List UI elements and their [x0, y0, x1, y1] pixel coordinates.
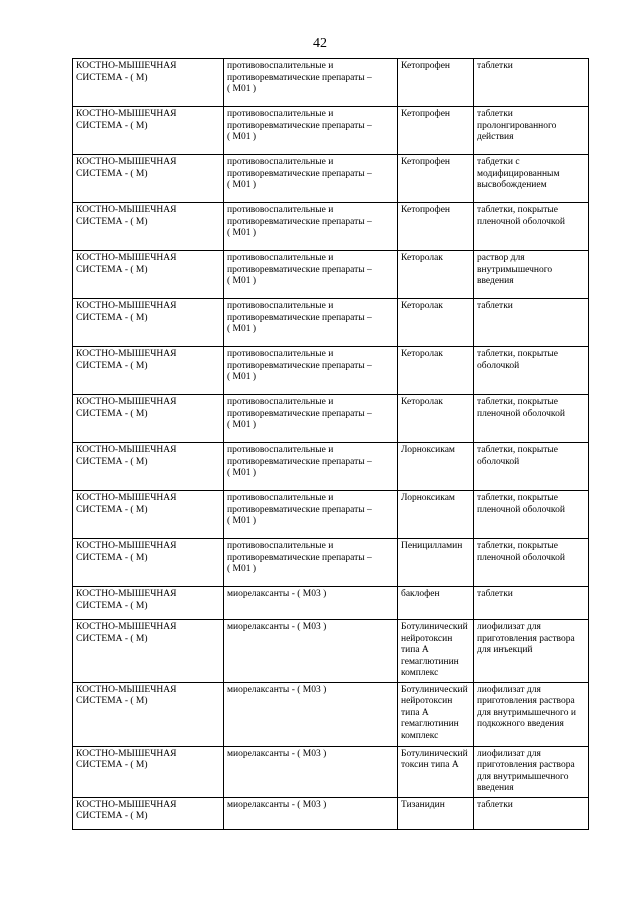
system-cell: КОСТНО-МЫШЕЧНАЯ СИСТЕМА - ( М): [73, 443, 224, 491]
substance-cell: Кеторолак: [398, 299, 474, 347]
form-cell: лиофилизат для приготовления раствора для внутримышечного введения: [474, 746, 589, 797]
table-row: [73, 797, 589, 829]
form-cell: таблетки: [474, 299, 589, 347]
substance-cell: Кетопрофен: [398, 155, 474, 203]
substance-cell: Лорноксикам: [398, 491, 474, 539]
system-cell: КОСТНО-МЫШЕЧНАЯ СИСТЕМА - ( М): [73, 491, 224, 539]
substance-cell: Ботулинический нейротоксин типа А гемаглютинин комплекс: [398, 620, 474, 683]
system-cell: КОСТНО-МЫШЕЧНАЯ СИСТЕМА - ( М): [73, 299, 224, 347]
drug-table-body: [73, 59, 589, 830]
table-row: [73, 539, 589, 587]
substance-cell: Кетопрофен: [398, 107, 474, 155]
form-cell: лиофилизат для приготовления раствора для внутримышечного и подкожного введения: [474, 682, 589, 746]
substance-cell: Тизанидин: [398, 797, 474, 829]
substance-cell: Ботулинический нейротоксин типа А гемаглютинин комплекс: [398, 682, 474, 746]
group-cell: миорелаксанты - ( М03 ): [224, 587, 398, 620]
form-cell: таблетки: [474, 797, 589, 829]
system-cell: КОСТНО-МЫШЕЧНАЯ СИСТЕМА - ( М): [73, 59, 224, 107]
group-cell: противовоспалительные и противоревматические препараты – ( М01 ): [224, 299, 398, 347]
substance-cell: баклофен: [398, 587, 474, 620]
table-row: [73, 251, 589, 299]
system-cell: КОСТНО-МЫШЕЧНАЯ СИСТЕМА - ( М): [73, 347, 224, 395]
substance-cell: Пеницилламин: [398, 539, 474, 587]
form-cell: таблетки, покрытые пленочной оболочкой: [474, 539, 589, 587]
table-row: [73, 107, 589, 155]
form-cell: таблетки пролонгированного действия: [474, 107, 589, 155]
table-row: [73, 59, 589, 107]
table-row: [73, 395, 589, 443]
table-row: [73, 587, 589, 620]
form-cell: таблетки: [474, 587, 589, 620]
table-row: [73, 620, 589, 683]
table-row: [73, 155, 589, 203]
system-cell: КОСТНО-МЫШЕЧНАЯ СИСТЕМА - ( М): [73, 746, 224, 797]
table-row: [73, 443, 589, 491]
group-cell: противовоспалительные и противоревматические препараты – ( М01 ): [224, 539, 398, 587]
table-row: [73, 491, 589, 539]
group-cell: миорелаксанты - ( М03 ): [224, 746, 398, 797]
system-cell: КОСТНО-МЫШЕЧНАЯ СИСТЕМА - ( М): [73, 620, 224, 683]
form-cell: табдетки с модифицированным высвобождением: [474, 155, 589, 203]
group-cell: противовоспалительные и противоревматические препараты – ( М01 ): [224, 107, 398, 155]
substance-cell: Кеторолак: [398, 395, 474, 443]
form-cell: лиофилизат для приготовления раствора для инъекций: [474, 620, 589, 683]
form-cell: таблетки: [474, 59, 589, 107]
system-cell: КОСТНО-МЫШЕЧНАЯ СИСТЕМА - ( М): [73, 539, 224, 587]
system-cell: КОСТНО-МЫШЕЧНАЯ СИСТЕМА - ( М): [73, 155, 224, 203]
group-cell: противовоспалительные и противоревматические препараты – ( М01 ): [224, 203, 398, 251]
page-number: 42: [313, 36, 327, 51]
group-cell: противовоспалительные и противоревматические препараты – ( М01 ): [224, 251, 398, 299]
group-cell: противовоспалительные и противоревматические препараты – ( М01 ): [224, 443, 398, 491]
form-cell: таблетки, покрытые пленочной оболочкой: [474, 203, 589, 251]
drug-table: [72, 58, 589, 830]
table-row: [73, 746, 589, 797]
system-cell: КОСТНО-МЫШЕЧНАЯ СИСТЕМА - ( М): [73, 682, 224, 746]
substance-cell: Кетопрофен: [398, 203, 474, 251]
system-cell: КОСТНО-МЫШЕЧНАЯ СИСТЕМА - ( М): [73, 107, 224, 155]
table-row: [73, 203, 589, 251]
group-cell: миорелаксанты - ( М03 ): [224, 620, 398, 683]
system-cell: КОСТНО-МЫШЕЧНАЯ СИСТЕМА - ( М): [73, 395, 224, 443]
system-cell: КОСТНО-МЫШЕЧНАЯ СИСТЕМА - ( М): [73, 587, 224, 620]
group-cell: противовоспалительные и противоревматические препараты – ( М01 ): [224, 59, 398, 107]
system-cell: КОСТНО-МЫШЕЧНАЯ СИСТЕМА - ( М): [73, 203, 224, 251]
system-cell: КОСТНО-МЫШЕЧНАЯ СИСТЕМА - ( М): [73, 797, 224, 829]
form-cell: таблетки, покрытые пленочной оболочкой: [474, 491, 589, 539]
form-cell: таблетки, покрытые пленочной оболочкой: [474, 395, 589, 443]
form-cell: таблетки, покрытые оболочкой: [474, 443, 589, 491]
group-cell: миорелаксанты - ( М03 ): [224, 682, 398, 746]
substance-cell: Кеторолак: [398, 347, 474, 395]
table-row: [73, 299, 589, 347]
substance-cell: Кеторолак: [398, 251, 474, 299]
group-cell: противовоспалительные и противоревматические препараты – ( М01 ): [224, 347, 398, 395]
substance-cell: Ботулинический токсин типа А: [398, 746, 474, 797]
group-cell: противовоспалительные и противоревматические препараты – ( М01 ): [224, 155, 398, 203]
table-row: [73, 682, 589, 746]
group-cell: противовоспалительные и противоревматические препараты – ( М01 ): [224, 491, 398, 539]
form-cell: таблетки, покрытые оболочкой: [474, 347, 589, 395]
form-cell: раствор для внутримышечного введения: [474, 251, 589, 299]
substance-cell: Кетопрофен: [398, 59, 474, 107]
system-cell: КОСТНО-МЫШЕЧНАЯ СИСТЕМА - ( М): [73, 251, 224, 299]
substance-cell: Лорноксикам: [398, 443, 474, 491]
table-row: [73, 347, 589, 395]
group-cell: миорелаксанты - ( М03 ): [224, 797, 398, 829]
group-cell: противовоспалительные и противоревматические препараты – ( М01 ): [224, 395, 398, 443]
